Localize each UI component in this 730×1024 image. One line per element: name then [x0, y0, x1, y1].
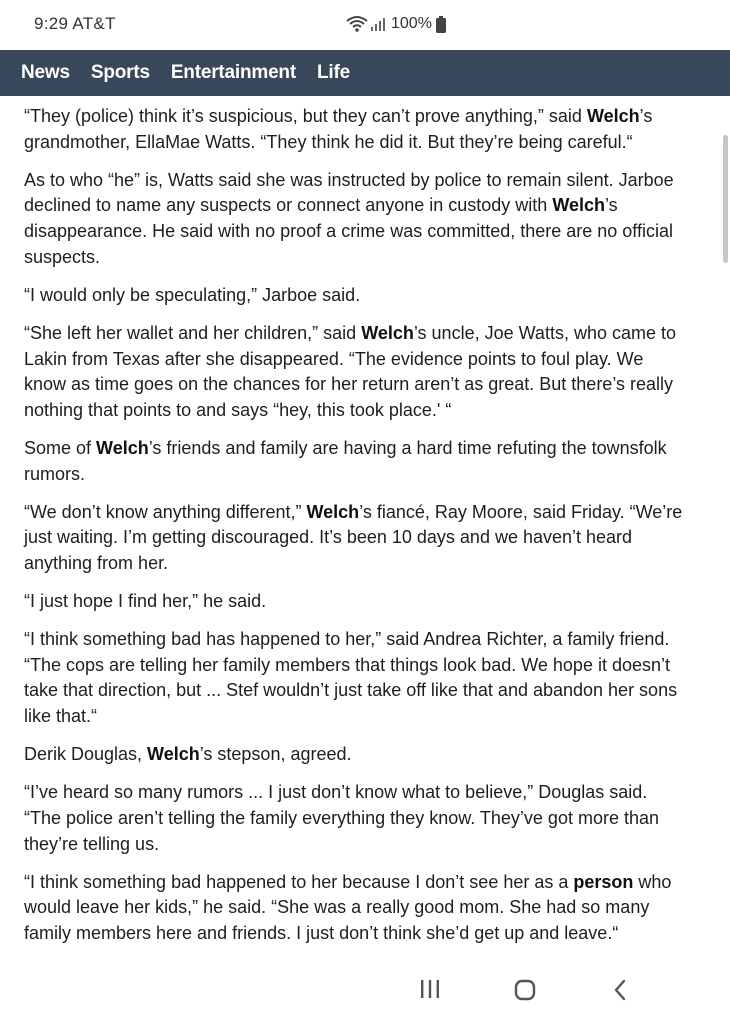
- paragraph-text: Some of: [24, 437, 97, 458]
- article-paragraph: [24, 104, 684, 155]
- paragraph-text: who would leave her kids,” he said. “She was a really good mom. She had so many family members here and friends. I just don’t think she’d get up and leave.“: [24, 871, 672, 943]
- paragraph-text: Derik Douglas,: [24, 744, 148, 765]
- paragraph-text: ’s friends and family are having a hard time refuting the townsfolk rumors.: [24, 437, 667, 484]
- article-paragraph: [24, 500, 684, 577]
- paragraph-text: “She left her wallet and her children,” said: [24, 322, 362, 343]
- linked-keyword[interactable]: Welch: [552, 195, 605, 216]
- linked-keyword[interactable]: Welch: [586, 106, 640, 126]
- article-paragraph: [24, 321, 684, 423]
- article-paragraph: [24, 283, 684, 309]
- paragraph-text: ’s uncle, Joe Watts, who came to Lakin from Texas after she disappeared. “The evidence points to foul play. We know as time goes on the chances for her return aren’t as great. But there’s really nothing that points to and says “hey, this took place.' “: [24, 322, 676, 420]
- article-paragraph: [24, 742, 684, 768]
- system-navigation-bar: [0, 965, 730, 1024]
- paragraph-text: As to who “he” is, Watts said she was instructed by police to remain silent. Jarboe declined to name any suspects or connect anyone in custody with: [24, 169, 674, 216]
- back-icon[interactable]: [612, 979, 628, 1006]
- article-paragraph: [24, 780, 684, 857]
- linked-keyword[interactable]: Welch: [306, 501, 360, 522]
- article-paragraph: [24, 870, 684, 947]
- linked-keyword[interactable]: Welch: [361, 322, 414, 343]
- linked-keyword[interactable]: Welch: [96, 437, 149, 458]
- recent-apps-icon[interactable]: [419, 979, 441, 1004]
- section-nav: [0, 50, 730, 96]
- paragraph-text: ’s fiancé, Ray Moore, said Friday. “We’re just waiting. I’m getting discouraged. It’s been 10 days and we haven’t heard anything from her.: [24, 501, 683, 573]
- signal-icon: [371, 17, 385, 31]
- battery-percent: 100%: [391, 15, 432, 32]
- paragraph-text: “I think something bad happened to her because I don’t see her as a: [24, 871, 574, 892]
- scrollbar-thumb[interactable]: [723, 135, 728, 263]
- article-paragraph: [24, 589, 684, 615]
- paragraph-text: “I think something bad has happened to her,” said Andrea Richter, a family friend. “The cops are telling her family members that things look bad. We hope it doesn’t take that direction, but ... Stef wouldn’t just take off like that and abandon her sons like that.“: [24, 629, 678, 727]
- paragraph-text: ’s disappearance. He said with no proof a crime was committed, there are no official suspects.: [24, 195, 673, 267]
- nav-entertainment[interactable]: Entertainment: [170, 62, 296, 83]
- article-paragraph: [24, 627, 684, 729]
- article-paragraph: [24, 436, 684, 487]
- paragraph-text: “We don’t know anything different,”: [24, 501, 307, 522]
- nav-news[interactable]: News: [21, 62, 70, 83]
- wifi-icon: [346, 15, 368, 33]
- paragraph-text: “They (police) think it’s suspicious, but they can’t prove anything,” said: [24, 106, 587, 126]
- article-paragraph: [24, 168, 684, 270]
- linked-keyword[interactable]: person: [573, 871, 634, 892]
- linked-keyword[interactable]: Welch: [147, 744, 200, 765]
- paragraph-text: “I’ve heard so many rumors ... I just don’t know what to believe,” Douglas said. “The police aren’t telling the family everything they know. They’ve got more than they’re telling us.: [24, 782, 660, 854]
- paragraph-text: “I would only be speculating,” Jarboe said.: [24, 284, 361, 305]
- paragraph-text: “I just hope I find her,” he said.: [24, 591, 267, 612]
- nav-sports[interactable]: Sports: [90, 62, 150, 83]
- home-icon[interactable]: [514, 979, 536, 1006]
- nav-life[interactable]: Life: [316, 62, 350, 83]
- status-icons: [346, 14, 446, 34]
- article-body: [24, 104, 684, 959]
- paragraph-text: ’s stepson, agreed.: [199, 744, 352, 765]
- status-bar: [0, 0, 730, 50]
- battery-icon: [436, 16, 446, 33]
- paragraph-text: ’s grandmother, EllaMae Watts. “They think he did it. But they’re being careful.“: [24, 106, 653, 152]
- status-time-carrier: 9:29 AT&T: [34, 14, 116, 33]
